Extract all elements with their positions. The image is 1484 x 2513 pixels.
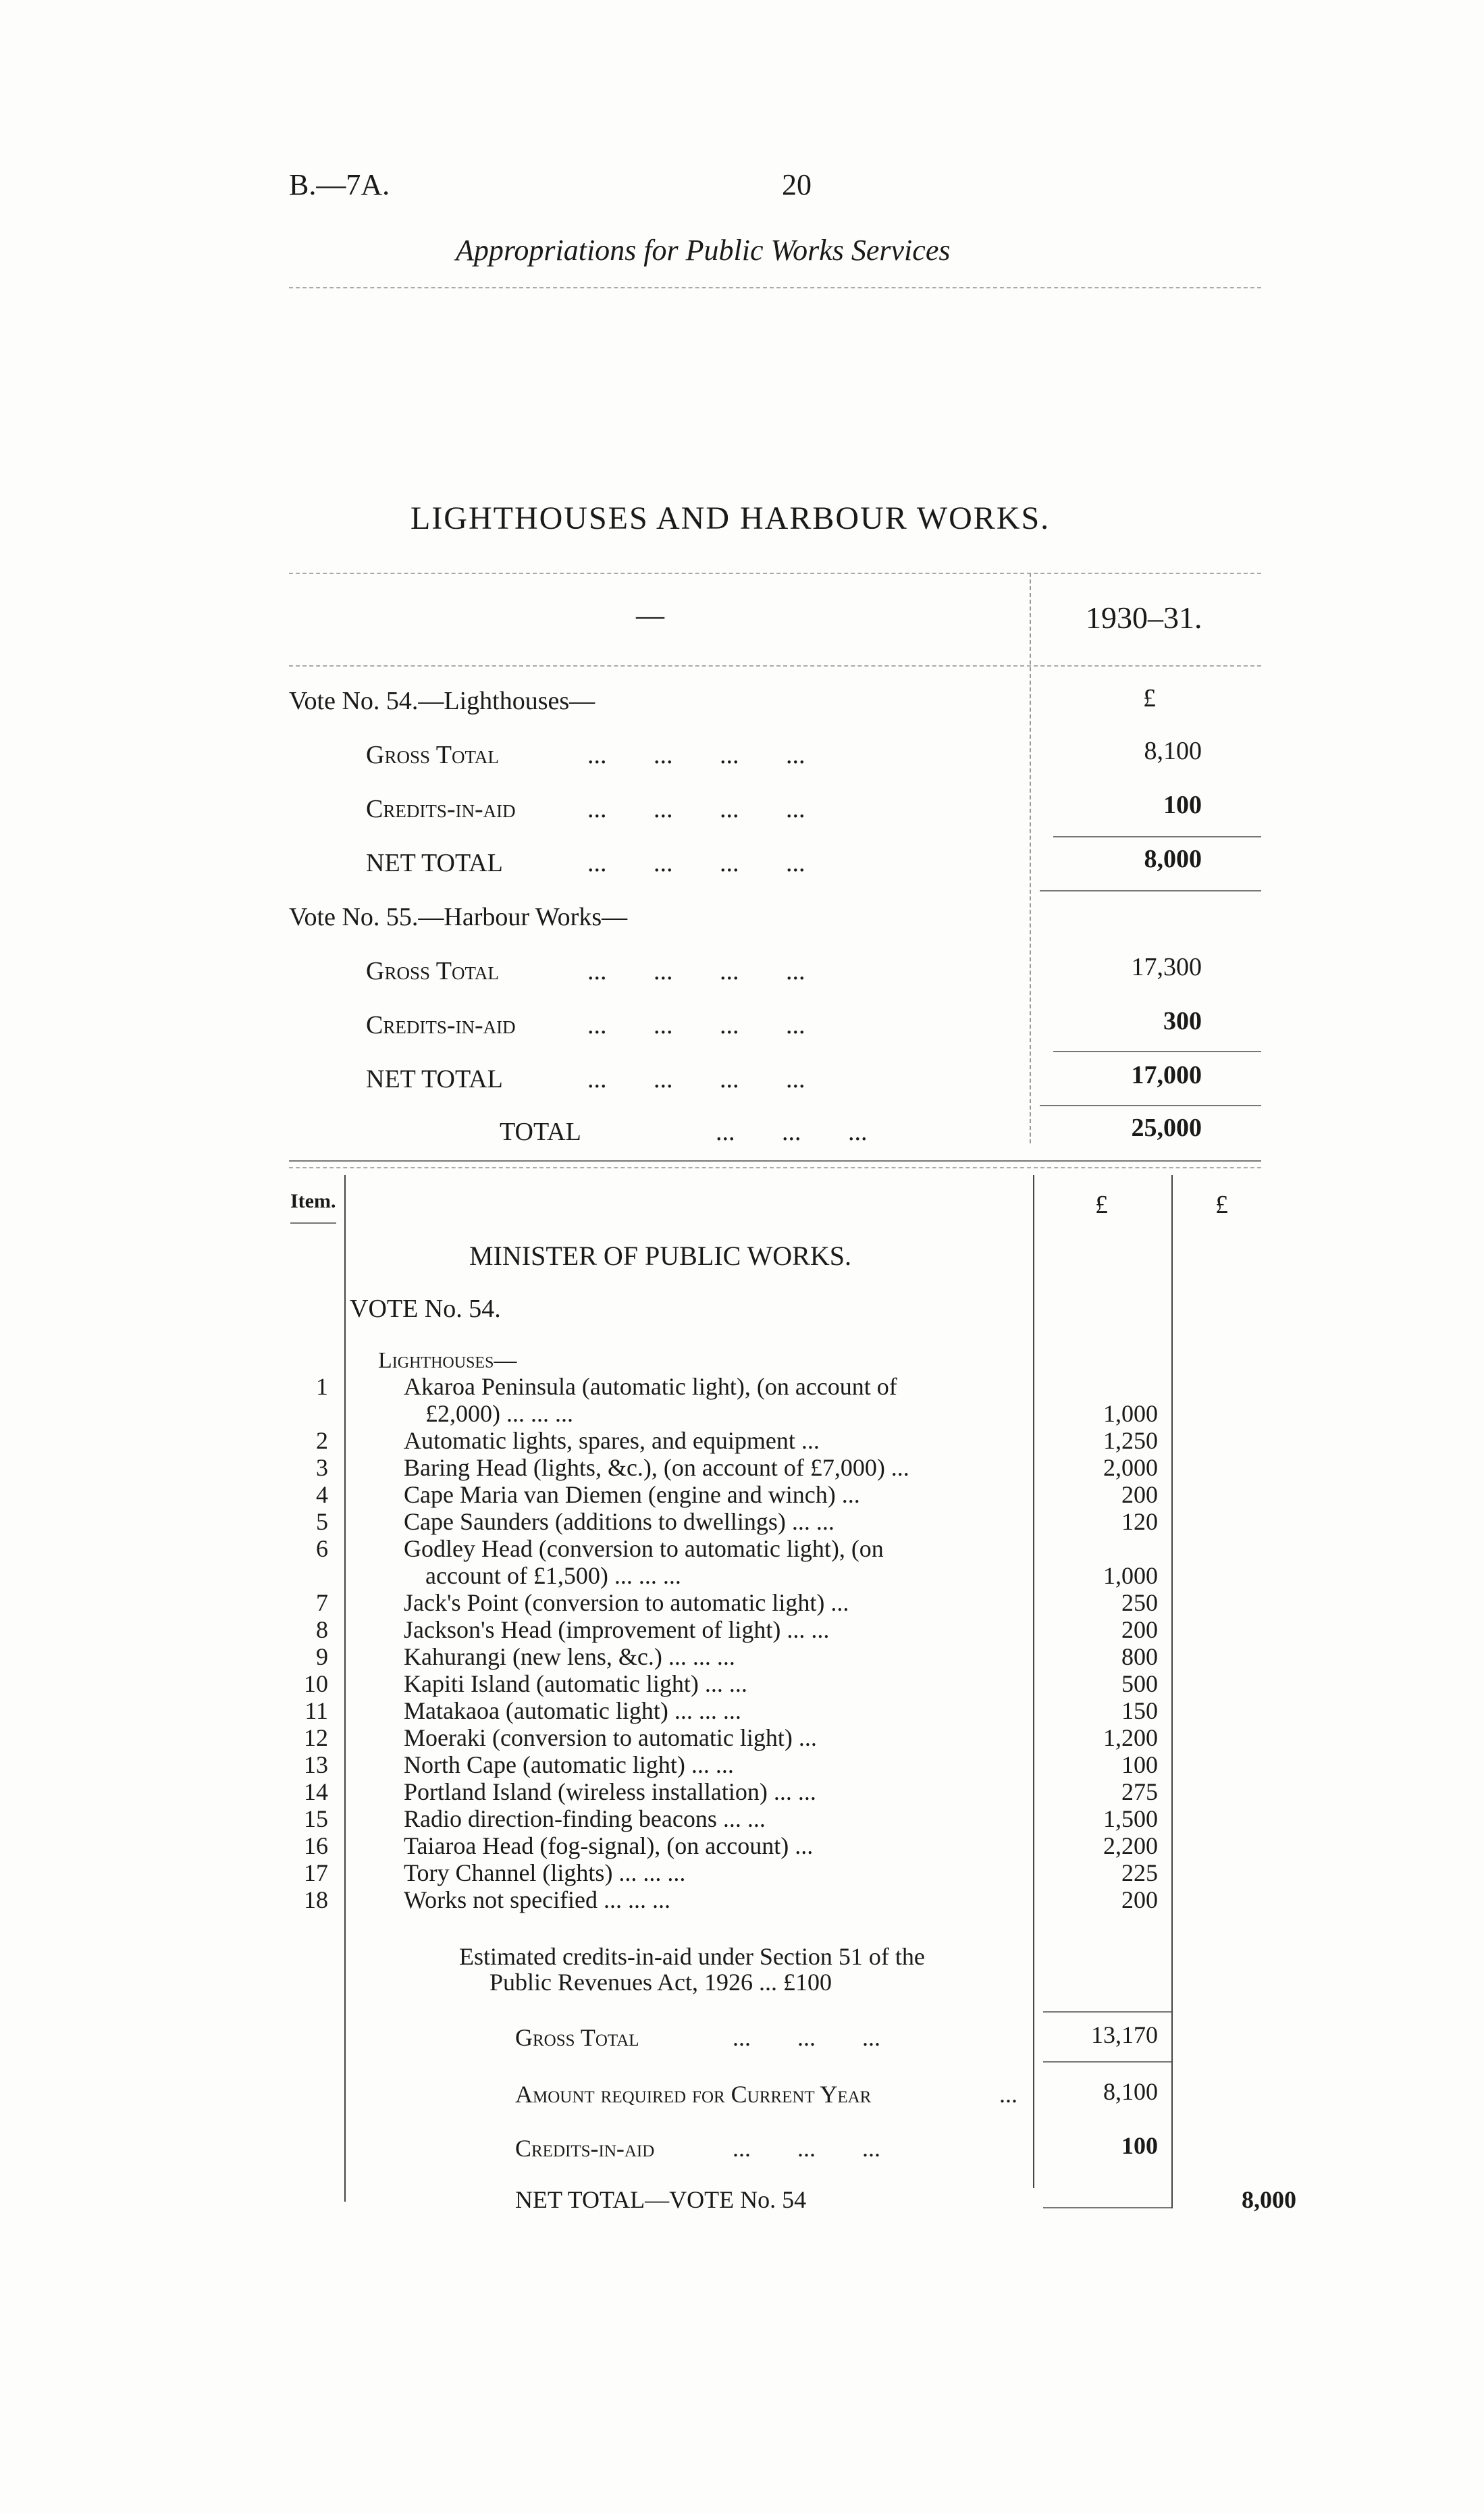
vote55-gross-leader: ... ... ... ... [587,957,805,985]
vote54-net-label: NET TOTAL [366,849,503,877]
item-amount: 250 [1121,1589,1158,1616]
item-header-rule [290,1222,336,1224]
summary-top-rule [289,573,1261,574]
summary-currency: £ [1143,684,1156,713]
vote54-sum-rule [1053,836,1261,837]
detail-credits-value: 100 [1121,2132,1158,2159]
item-number: 2 [316,1427,328,1454]
item-amount: 200 [1121,1616,1158,1643]
item-amount: 1,500 [1103,1805,1158,1832]
vote54-net-leader: ... ... ... ... [587,849,805,877]
item-amount: 1,000 [1103,1400,1158,1427]
net-sum-rule [1043,2207,1171,2208]
detail-gross-leader: ... ... ... [733,2024,880,2051]
item-number: 16 [304,1832,328,1859]
item-number: 1 [316,1373,328,1400]
vote54-credits-value: 100 [1163,791,1202,819]
summary-column-divider [1030,573,1031,1143]
estimated-credits-line-1: Estimated credits-in-aid under Section 51 of the [459,1943,925,1970]
item-number: 5 [316,1508,328,1535]
summary-col-dash: — [636,600,664,631]
detail-credits-leader: ... ... ... [733,2135,880,2162]
item-amount: 275 [1121,1778,1158,1805]
item-amount: 100 [1121,1751,1158,1778]
item-amount: 150 [1121,1697,1158,1724]
item-amount: 2,000 [1103,1454,1158,1481]
item-amount: 1,000 [1103,1562,1158,1589]
item-description: Kahurangi (new lens, &c.) ... ... ... [404,1643,735,1670]
detail-credits-label: Credits-in-aid [515,2135,655,2162]
item-description: account of £1,500) ... ... ... [425,1562,681,1589]
item-number: 15 [304,1805,328,1832]
detail-gross-label: Gross Total [515,2024,639,2051]
item-description: Automatic lights, spares, and equipment ... [404,1427,820,1454]
item-number: 18 [304,1886,328,1913]
item-number: 4 [316,1481,328,1508]
vote54-credits-leader: ... ... ... ... [587,795,805,823]
item-description: Jackson's Head (improvement of light) ... ... [404,1616,830,1643]
section-label: Lighthouses— [378,1348,517,1373]
item-amount: 800 [1121,1643,1158,1670]
item-number: 6 [316,1535,328,1562]
detail-gross-value: 13,170 [1091,2021,1158,2048]
amount-currency-1: £ [1095,1191,1108,1219]
grand-total-label: TOTAL [500,1118,581,1146]
item-amount: 2,200 [1103,1832,1158,1859]
item-description: Kapiti Island (automatic light) ... ... [404,1670,747,1697]
vote55-gross-label: Gross Total [366,957,499,985]
item-number: 10 [304,1670,328,1697]
vote54-gross-leader: ... ... ... ... [587,741,805,769]
detail-net-value: 8,000 [1242,2186,1296,2213]
item-column-header: Item. [290,1190,336,1212]
estimated-credits-line-2: Public Revenues Act, 1926 ... £100 [489,1969,832,1996]
vote55-credits-leader: ... ... ... ... [587,1011,805,1039]
description-column-divider [1033,1175,1034,2188]
item-number: 17 [304,1859,328,1886]
vote55-gross-value: 17,300 [1131,953,1202,981]
item-amount: 500 [1121,1670,1158,1697]
item-description: Works not specified ... ... ... [404,1886,671,1913]
document-ref: B.—7A. [289,168,390,201]
amount-required-label: Amount required for Current Year [515,2081,872,2108]
item-description: Portland Island (wireless installation) ... ... [404,1778,816,1805]
item-number: 12 [304,1724,328,1751]
item-description: Tory Channel (lights) ... ... ... [404,1859,686,1886]
item-description: Cape Maria van Diemen (engine and winch) ... [404,1481,860,1508]
grand-total-leader: ... ... ... [716,1118,868,1146]
summary-col-year: 1930–31. [1086,600,1202,635]
item-description: Taiaroa Head (fog-signal), (on account) ... [404,1832,814,1859]
item-number: 14 [304,1778,328,1805]
item-description: Baring Head (lights, &c.), (on account of £7,000) ... [404,1454,909,1481]
grand-total-value: 25,000 [1131,1114,1202,1142]
item-amount: 120 [1121,1508,1158,1535]
item-number: 7 [316,1589,328,1616]
vote55-sum-rule [1053,1051,1261,1052]
vote54-gross-value: 8,100 [1144,737,1202,765]
vote55-credits-value: 300 [1163,1007,1202,1035]
item-description: Godley Head (conversion to automatic light), (on [404,1535,884,1562]
amount-required-leader: ... [999,2081,1017,2108]
item-description: Akaroa Peninsula (automatic light), (on account of [404,1373,897,1400]
item-number: 13 [304,1751,328,1778]
item-amount: 1,250 [1103,1427,1158,1454]
vote54-credits-label: Credits-in-aid [366,795,516,823]
vote55-net-leader: ... ... ... ... [587,1065,805,1093]
item-amount: 1,200 [1103,1724,1158,1751]
amount-required-value: 8,100 [1103,2078,1158,2105]
header-rule [289,287,1261,288]
item-number: 11 [304,1697,328,1724]
amount-column-divider [1171,1175,1173,2208]
vote54-net-value: 8,000 [1144,845,1202,873]
vote54-heading: Vote No. 54.—Lighthouses— [289,687,595,715]
minister-heading: MINISTER OF PUBLIC WORKS. [469,1241,851,1271]
detail-net-label: NET TOTAL—VOTE No. 54 [515,2186,807,2213]
item-number: 9 [316,1643,328,1670]
item-column-divider [344,1175,346,2202]
vote54-gross-label: Gross Total [366,741,499,769]
vote54-net-rule [1040,890,1261,891]
item-description: £2,000) ... ... ... [425,1400,573,1427]
item-description: Cape Saunders (additions to dwellings) ... ... [404,1508,834,1535]
amount-currency-2: £ [1215,1191,1228,1219]
vote55-heading: Vote No. 55.—Harbour Works— [289,903,628,931]
item-amount: 200 [1121,1481,1158,1508]
gross-under-rule [1043,2061,1171,2063]
vote55-net-value: 17,000 [1131,1061,1202,1089]
vote55-credits-label: Credits-in-aid [366,1011,516,1039]
gross-sum-rule [1043,2011,1171,2013]
item-number: 8 [316,1616,328,1643]
summary-bottom-rule [289,1160,1261,1162]
item-description: Matakaoa (automatic light) ... ... ... [404,1697,741,1724]
item-amount: 225 [1121,1859,1158,1886]
page-title: LIGHTHOUSES AND HARBOUR WORKS. [410,500,1051,536]
summary-bottom-rule-2 [289,1167,1261,1168]
item-number: 3 [316,1454,328,1481]
item-description: Jack's Point (conversion to automatic light) ... [404,1589,849,1616]
item-description: Radio direction-finding beacons ... ... [404,1805,766,1832]
vote55-net-rule [1040,1105,1261,1106]
item-description: North Cape (automatic light) ... ... [404,1751,734,1778]
vote55-net-label: NET TOTAL [366,1065,503,1093]
item-amount: 200 [1121,1886,1158,1913]
page-number: 20 [782,168,812,201]
summary-header-rule [289,665,1261,667]
running-title: Appropriations for Public Works Services [456,234,951,267]
item-description: Moeraki (conversion to automatic light) ... [404,1724,817,1751]
vote-label: VOTE No. 54. [350,1295,501,1323]
